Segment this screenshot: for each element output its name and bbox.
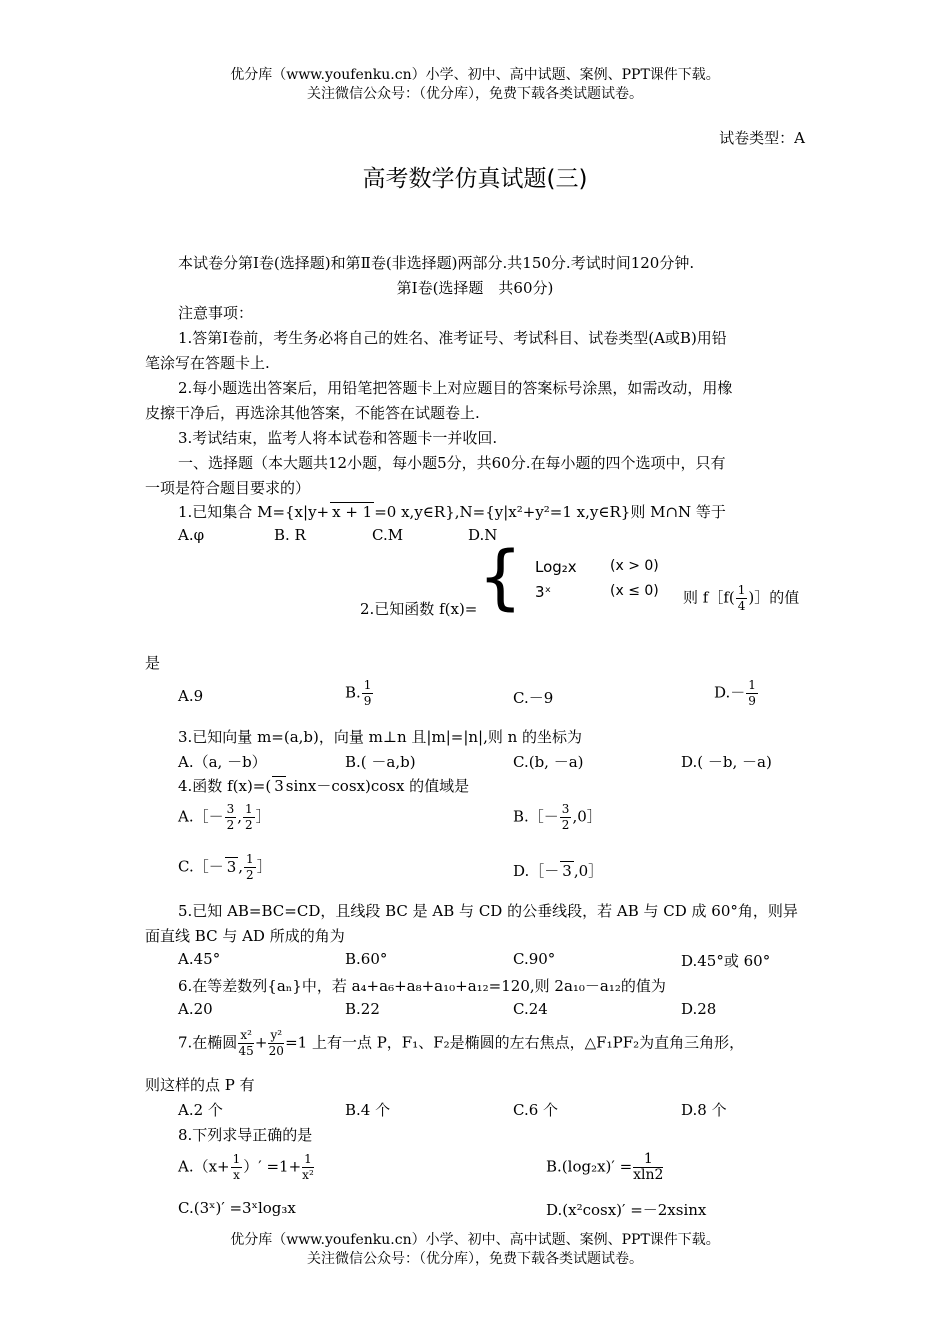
q5-option-d: D.45°或 60° bbox=[681, 952, 771, 970]
q4-a-den-1: 2 bbox=[226, 818, 235, 832]
q7-post: =1 上有一点 P，F₁、F₂是椭圆的左右焦点，△F₁PF₂为直角三角形， bbox=[285, 1033, 745, 1052]
question-3-stem: 3.已知向量 m=(a,b)，向量 m⊥n 且|m|=|n|,则 n 的坐标为 bbox=[178, 728, 583, 746]
note-3: 3.考试结束，监考人将本试卷和答题卡一并收回. bbox=[178, 429, 498, 447]
q8-b-num: 1 bbox=[633, 1152, 663, 1168]
q4-a-frac-1 bbox=[225, 802, 237, 833]
q7-option-b: B.4 个 bbox=[345, 1101, 391, 1119]
q2-frac-den: 4 bbox=[737, 599, 746, 613]
q7-den-2: 20 bbox=[268, 1044, 284, 1058]
q8-a-mid: ）′ =1+ bbox=[243, 1157, 302, 1176]
q2-b-fraction bbox=[362, 678, 374, 709]
note-2a: 2.每小题选出答案后，用铅笔把答题卡上对应题目的答案标号涂黑，如需改动，用橡 bbox=[178, 379, 733, 397]
q1-option-a: A.φ bbox=[178, 526, 205, 544]
q5-option-b: B.60° bbox=[345, 950, 388, 968]
q7-option-c: C.6 个 bbox=[513, 1101, 559, 1119]
q8-b-frac bbox=[633, 1152, 663, 1183]
section-title: 第Ⅰ卷(选择题 共60分) bbox=[396, 279, 554, 297]
question-2-stem: 2.已知函数 f(x)= bbox=[360, 600, 478, 618]
q8-a-frac-1 bbox=[231, 1152, 243, 1183]
q5-option-a: A.45° bbox=[178, 950, 221, 968]
q4-c-pre: C.［－ bbox=[178, 857, 224, 876]
q4-option-a: A.［－ $\frac{3}{2}$ , $\frac{1}{2}$ ］ bbox=[178, 802, 271, 832]
q8-a-den-2: x² bbox=[302, 1168, 314, 1182]
q5-option-c: C.90° bbox=[513, 950, 556, 968]
q2-tail bbox=[683, 583, 799, 614]
note-1a: 1.答第Ⅰ卷前，考生务必将自己的姓名、准考证号、考试科目、试卷类型(A或B)用铅 bbox=[178, 329, 727, 347]
q2-tail-b: )］的值 bbox=[748, 588, 800, 607]
q8-option-c: C.(3ˣ)′ =3ˣlog₃x bbox=[178, 1199, 296, 1217]
page-title: 高考数学仿真试题(三) bbox=[362, 166, 588, 192]
q8-a-den-1: x bbox=[233, 1168, 240, 1182]
q8-option-d: D.(x²cosx)′ =－2xsinx bbox=[546, 1201, 707, 1219]
q6-option-d: D.28 bbox=[681, 1000, 717, 1018]
q4-b-post: ,0］ bbox=[572, 807, 602, 826]
part1-a: 一、选择题（本大题共12小题，每小题5分，共60分.在每小题的四个选项中，只有 bbox=[178, 454, 726, 472]
q8-option-a bbox=[178, 1152, 315, 1183]
q2-option-a: A.9 bbox=[178, 687, 204, 705]
q4-b-num: 3 bbox=[561, 802, 570, 816]
q7-num-1: x² bbox=[240, 1028, 252, 1042]
question-8-stem: 8.下列求导正确的是 bbox=[178, 1126, 313, 1144]
q8-a-num-1: 1 bbox=[232, 1152, 241, 1166]
q7-option-d: D.8 个 bbox=[681, 1101, 727, 1119]
header-line-2: 关注微信公众号：（优分库），免费下载各类试题试卷。 bbox=[307, 86, 643, 102]
piecewise-brace-icon: { bbox=[478, 536, 523, 618]
header-line-1: 优分库（www.youfenku.cn）小学、初中、高中试题、案例、PPT课件下载。 bbox=[230, 67, 720, 83]
q3-option-c: C.(b, －a) bbox=[513, 753, 584, 771]
q1-option-c: C.M bbox=[372, 526, 404, 544]
q7-pre: 7.在椭圆 bbox=[178, 1033, 238, 1052]
q7-frac-2 bbox=[268, 1028, 284, 1059]
notes-title: 注意事项： bbox=[178, 304, 254, 322]
intro: 本试卷分第Ⅰ卷(选择题)和第Ⅱ卷(非选择题)两部分.共150分.考试时间120分钟. bbox=[178, 254, 695, 272]
q6-option-b: B.22 bbox=[345, 1000, 380, 1018]
q4-c-den: 2 bbox=[246, 868, 254, 882]
q4-option-c: C.［－ 3 , $\frac{1}{2}$ ］ bbox=[178, 852, 272, 882]
q2-cond-2: (x ≤ 0) bbox=[610, 583, 659, 599]
q2-frac-num: 1 bbox=[737, 583, 746, 597]
q1-option-d: D.N bbox=[468, 526, 498, 544]
q4-b-den: 2 bbox=[561, 818, 570, 832]
question-5-stem-b: 面直线 BC 与 AD 所成的角为 bbox=[145, 927, 345, 945]
q8-a-num-2: 1 bbox=[304, 1152, 312, 1166]
q8-b-den: xln2 bbox=[633, 1167, 664, 1183]
q4-d-sqrt: 3 bbox=[562, 862, 572, 880]
q2-case-2: 3ˣ bbox=[535, 583, 552, 601]
q7-num-2: y² bbox=[270, 1028, 283, 1042]
q4-c-sqrt: 3 bbox=[226, 857, 237, 876]
q3-option-d: D.( －b, －a) bbox=[681, 753, 772, 771]
q2-cond-1: (x > 0) bbox=[610, 558, 659, 574]
q7-continuation: 则这样的点 P 有 bbox=[145, 1076, 255, 1094]
question-5-stem-a: 5.已知 AB=BC=CD，且线段 BC 是 AB 与 CD 的公垂线段，若 AB 与 CD 成 60°角，则异 bbox=[178, 902, 798, 920]
q2-case-1: Log₂x bbox=[535, 558, 577, 576]
q3-option-b: B.( －a,b) bbox=[345, 753, 416, 771]
q2-option-c: C.－9 bbox=[513, 689, 554, 707]
q2-continuation: 是 bbox=[145, 654, 161, 672]
q4-stem-a: 4.函数 f(x)=( bbox=[178, 777, 272, 795]
q7-den-1: 45 bbox=[238, 1044, 254, 1058]
q4-a-num-2: 1 bbox=[245, 802, 253, 816]
q4-b-frac bbox=[560, 802, 572, 833]
q2-d-den: 9 bbox=[748, 694, 756, 708]
q2-tail-a: 则 f［f( bbox=[683, 588, 735, 607]
q1-option-b: B. R bbox=[274, 526, 306, 544]
note-2b: 皮擦干净后，再选涂其他答案，不能答在试题卷上. bbox=[145, 404, 480, 422]
question-7-stem: 7.在椭圆 $\frac{\text{x²}}{45}$ + $\frac{\text{y²}}{20}$ =1 上有一点 P，F₁、F₂是椭圆的左右焦点，△F₁PF₂为直角三角形， bbox=[178, 1028, 745, 1058]
q4-b-pre: B.［－ bbox=[513, 807, 559, 826]
q2-option-d bbox=[714, 678, 759, 709]
q2-b-pre: B. bbox=[345, 683, 361, 702]
q4-sqrt: 3 bbox=[274, 777, 284, 795]
q3-option-a: A.（a, －b） bbox=[178, 753, 267, 771]
q2-d-fraction bbox=[746, 678, 758, 709]
paper-type: 试卷类型：A bbox=[719, 129, 805, 147]
part1-b: 一项是符合题目要求的） bbox=[145, 479, 311, 497]
footer-line-2: 关注微信公众号：（优分库），免费下载各类试题试卷。 bbox=[307, 1251, 643, 1267]
q4-a-frac-2 bbox=[243, 802, 255, 833]
q2-d-num: 1 bbox=[748, 678, 756, 692]
q4-stem-b: sinx－cosx)cosx 的值域是 bbox=[285, 777, 470, 795]
q2-option-b bbox=[345, 678, 374, 709]
q4-option-d bbox=[513, 860, 603, 881]
question-4-stem bbox=[178, 775, 469, 796]
question-6-stem: 6.在等差数列{aₙ}中，若 a₄+a₆+a₈+a₁₀+a₁₂=120,则 2a₁₀－a₁₂的值为 bbox=[178, 977, 666, 995]
q8-a-frac-2 bbox=[302, 1152, 314, 1183]
q4-c-num: 1 bbox=[246, 852, 254, 866]
q8-a-pre: A.（x+ bbox=[178, 1157, 230, 1176]
q8-b-pre: B.(log₂x)′ = bbox=[546, 1157, 633, 1176]
q4-c-frac bbox=[244, 852, 256, 883]
q4-d-post: ,0］ bbox=[573, 862, 604, 880]
q6-option-c: C.24 bbox=[513, 1000, 548, 1018]
q2-tail-fraction bbox=[736, 583, 748, 614]
q4-a-pre: A.［－ bbox=[178, 807, 224, 826]
q1-stem-b: =0 x,y∈R},N={y|x²+y²=1 x,y∈R}则 M∩N 等于 bbox=[374, 503, 726, 521]
q2-b-num: 1 bbox=[363, 678, 372, 692]
footer-line-1: 优分库（www.youfenku.cn）小学、初中、高中试题、案例、PPT课件下载。 bbox=[230, 1232, 720, 1248]
note-1b: 笔涂写在答题卡上. bbox=[145, 354, 270, 372]
question-1-stem bbox=[178, 501, 726, 522]
q2-b-den: 9 bbox=[363, 694, 372, 708]
q1-stem-a: 1.已知集合 M={x|y+ bbox=[178, 503, 330, 521]
q7-option-a: A.2 个 bbox=[178, 1101, 223, 1119]
q4-a-den-2: 2 bbox=[245, 818, 253, 832]
q2-d-pre: D.－ bbox=[714, 683, 746, 702]
q6-option-a: A.20 bbox=[178, 1000, 213, 1018]
q7-frac-1 bbox=[238, 1028, 254, 1059]
q4-a-num-1: 3 bbox=[226, 802, 235, 816]
q4-option-b bbox=[513, 802, 602, 833]
q8-option-b bbox=[546, 1152, 664, 1183]
q1-sqrt: x + 1 bbox=[332, 503, 373, 521]
q4-d-pre: D.［－ bbox=[513, 862, 560, 880]
